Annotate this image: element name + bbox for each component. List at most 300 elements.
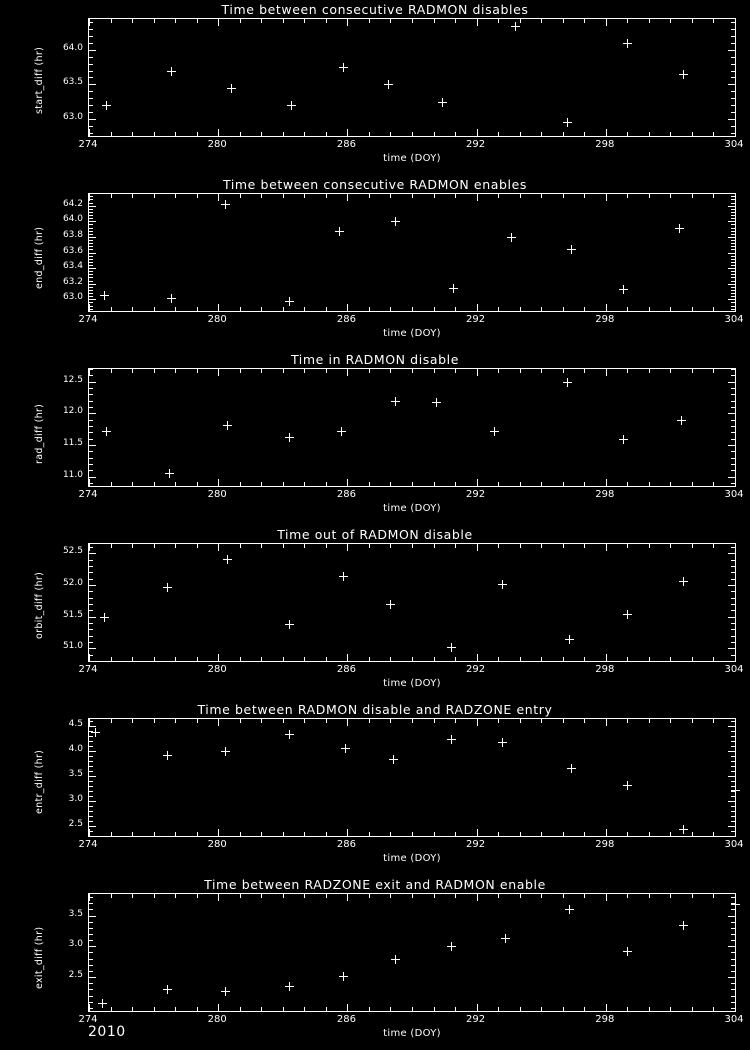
x-tick [132,657,133,661]
y-tick [731,836,735,837]
x-tick [563,132,564,136]
x-tick [670,657,671,661]
y-tick [731,277,735,278]
y-tick [731,781,735,782]
x-tick [261,369,262,373]
x-tick [283,194,284,198]
y-tick [89,394,93,395]
data-point [679,577,688,586]
x-tick [132,482,133,486]
x-tick [240,894,241,898]
y-tick [89,91,93,92]
x-tick-label: 280 [207,839,227,850]
x-tick [304,307,305,311]
data-point [623,947,632,956]
y-tick [731,77,735,78]
data-point [339,63,348,72]
x-tick [649,1007,650,1011]
x-tick-label: 280 [207,139,227,150]
x-tick [649,719,650,723]
y-tick [731,965,735,966]
x-tick [584,194,585,198]
x-tick [477,719,478,726]
x-tick [304,832,305,836]
x-tick [735,894,736,901]
x-tick [541,132,542,136]
y-tick [89,736,93,737]
x-tick [218,894,219,901]
y-tick [89,105,93,106]
y-tick [731,598,735,599]
x-tick [326,307,327,311]
y-tick-label: 63.4 [62,261,83,272]
y-tick [731,959,735,960]
x-tick [111,369,112,373]
y-tick [89,831,93,832]
y-tick [731,71,735,72]
x-tick [111,132,112,136]
y-tick [89,281,93,282]
chart-panel [0,0,750,170]
y-tick [89,262,93,263]
data-point [677,416,686,425]
y-tick [89,661,93,662]
y-tick [731,989,735,990]
x-tick [498,307,499,311]
y-tick [728,84,735,85]
x-tick [692,19,693,23]
x-tick [455,307,456,311]
data-point [335,227,344,236]
y-axis-label: orbit_diff (hr) [34,571,45,639]
x-tick [692,482,693,486]
y-tick [731,281,735,282]
y-tick [731,234,735,235]
x-tick [197,482,198,486]
y-tick [728,751,735,752]
x-tick [369,132,370,136]
y-tick-label: 4.5 [68,719,83,730]
x-tick [261,132,262,136]
x-tick [154,719,155,723]
data-point [285,297,294,306]
x-tick [218,194,219,201]
y-tick [731,458,735,459]
y-tick [89,296,93,297]
data-point [565,905,574,914]
y-tick [89,940,93,941]
data-point [221,987,230,996]
y-tick [89,369,93,370]
x-tick [692,369,693,373]
y-tick [89,426,93,427]
y-tick [89,971,93,972]
y-tick [731,655,735,656]
y-tick [728,119,735,120]
y-tick [89,560,93,561]
y-tick [731,394,735,395]
y-tick [728,801,735,802]
y-tick [89,413,96,414]
x-tick [627,482,628,486]
x-tick-label: 286 [336,314,356,325]
y-tick [89,836,93,837]
x-axis-label: time (DOY) [383,678,441,689]
y-tick [89,642,93,643]
x-tick [713,307,714,311]
x-tick [455,482,456,486]
data-point [339,572,348,581]
y-tick [89,547,93,548]
y-tick [731,105,735,106]
x-tick [563,307,564,311]
data-point [619,435,628,444]
y-tick [731,407,735,408]
y-tick [731,218,735,219]
x-tick [627,194,628,198]
x-tick [347,544,348,551]
y-tick [89,290,93,291]
data-point [679,921,688,930]
x-tick [347,719,348,726]
x-tick [670,482,671,486]
x-tick [455,1007,456,1011]
data-point [221,200,230,209]
data-point [623,610,632,619]
x-tick [692,307,693,311]
y-tick [89,786,93,787]
x-tick [261,307,262,311]
x-tick [541,307,542,311]
y-tick [89,22,93,23]
y-tick [731,439,735,440]
y-tick [89,246,93,247]
x-tick [584,132,585,136]
y-tick [731,547,735,548]
x-tick [627,894,628,898]
data-point [675,224,684,233]
x-tick [455,369,456,373]
y-tick [89,965,93,966]
x-tick-label: 274 [78,664,98,675]
y-tick-label: 12.5 [62,374,83,385]
x-tick [584,544,585,548]
data-point [490,427,499,436]
x-tick [434,19,435,23]
data-point [447,942,456,951]
x-tick [670,544,671,548]
x-tick [455,544,456,548]
y-tick [731,756,735,757]
y-tick [89,126,93,127]
x-tick [390,19,391,23]
data-point [563,378,572,387]
y-tick-label: 51.0 [62,641,83,652]
x-tick [175,482,176,486]
y-tick [731,22,735,23]
x-tick [197,894,198,898]
y-tick [731,983,735,984]
x-tick [455,19,456,23]
x-tick [541,369,542,373]
x-tick [132,894,133,898]
x-tick [154,1007,155,1011]
x-tick [498,1007,499,1011]
y-tick [731,451,735,452]
y-tick [731,636,735,637]
x-tick [434,482,435,486]
data-point [679,70,688,79]
x-tick [175,832,176,836]
x-tick [218,129,219,136]
data-point [167,67,176,76]
x-tick [541,19,542,23]
x-tick [326,544,327,548]
y-tick [89,401,93,402]
x-tick-label: 304 [724,664,744,675]
x-tick [670,1007,671,1011]
y-axis-label: end_diff (hr) [34,226,45,289]
y-tick [731,816,735,817]
x-tick [304,369,305,373]
x-tick [197,19,198,23]
data-point [623,781,632,790]
y-tick [731,296,735,297]
data-point [623,39,632,48]
y-tick [731,470,735,471]
y-tick [89,721,93,722]
y-tick [731,369,735,370]
x-tick [713,657,714,661]
x-tick-label: 280 [207,1014,227,1025]
y-tick [731,731,735,732]
x-tick [369,307,370,311]
y-tick-label: 4.0 [68,744,83,755]
x-tick [218,304,219,311]
x-tick [347,829,348,836]
y-tick [89,826,96,827]
y-tick [89,464,93,465]
y-tick [728,977,735,978]
x-tick [713,194,714,198]
y-tick [731,661,735,662]
y-tick [731,274,735,275]
x-tick [347,654,348,661]
x-tick [390,1007,391,1011]
x-tick [132,19,133,23]
x-tick [326,482,327,486]
y-tick [89,259,93,260]
y-tick [89,604,93,605]
x-tick [563,19,564,23]
x-tick [412,194,413,198]
y-tick-label: 64.0 [62,42,83,53]
y-tick [728,221,735,222]
y-axis-label: rad_diff (hr) [34,403,45,464]
x-tick [261,544,262,548]
x-tick [218,544,219,551]
y-tick-label: 63.6 [62,245,83,256]
y-tick [731,821,735,822]
x-tick [541,657,542,661]
y-tick [728,253,735,254]
x-tick [692,194,693,198]
y-tick [89,71,93,72]
y-tick-label: 3.5 [68,908,83,919]
y-tick [731,240,735,241]
y-tick [731,249,735,250]
x-tick [132,307,133,311]
y-tick [731,29,735,30]
x-tick [649,894,650,898]
y-tick [731,560,735,561]
x-tick [218,829,219,836]
y-tick [89,224,93,225]
y-tick [89,228,93,229]
y-tick [89,119,96,120]
y-tick [89,306,93,307]
x-tick [111,1007,112,1011]
x-tick-label: 292 [466,664,486,675]
x-tick [541,544,542,548]
x-tick [735,369,736,376]
x-tick [175,194,176,198]
data-point [449,284,458,293]
x-tick [197,194,198,198]
y-tick [731,771,735,772]
y-axis-label: exit_diff (hr) [34,926,45,989]
y-tick [728,776,735,777]
x-tick [541,894,542,898]
y-tick [89,470,93,471]
x-tick [283,307,284,311]
y-tick [731,796,735,797]
y-tick [731,831,735,832]
x-tick-label: 286 [336,489,356,500]
x-tick [197,307,198,311]
data-point [167,294,176,303]
x-tick [240,544,241,548]
data-point [498,738,507,747]
y-tick [89,648,96,649]
x-tick [670,132,671,136]
x-tick [735,829,736,836]
footer-year: 2010 [88,1024,126,1040]
data-point [619,285,628,294]
x-tick [713,19,714,23]
data-point [223,421,232,430]
x-tick-label: 274 [78,489,98,500]
y-tick [89,209,93,210]
x-tick [649,482,650,486]
x-tick [649,544,650,548]
x-tick [412,894,413,898]
x-tick [218,479,219,486]
x-tick [735,719,736,726]
y-tick [731,811,735,812]
x-tick [369,719,370,723]
x-tick [218,369,219,376]
x-tick [520,832,521,836]
data-point [163,583,172,592]
x-tick [175,369,176,373]
x-tick [735,304,736,311]
x-tick [434,194,435,198]
x-tick [111,657,112,661]
x-tick [520,544,521,548]
y-tick [89,928,93,929]
x-tick-label: 286 [336,664,356,675]
x-tick [692,132,693,136]
x-tick [498,544,499,548]
x-tick [434,307,435,311]
y-tick [731,231,735,232]
y-tick [89,655,93,656]
data-point [432,398,441,407]
y-tick [731,483,735,484]
x-tick [670,19,671,23]
x-tick [434,657,435,661]
y-tick [89,57,93,58]
x-tick [154,369,155,373]
y-tick [89,375,93,376]
data-point [163,985,172,994]
data-point [501,934,510,943]
data-point [287,101,296,110]
y-tick [89,598,93,599]
x-tick-label: 304 [724,839,744,850]
x-tick-label: 274 [78,839,98,850]
y-tick [89,212,93,213]
data-point [391,955,400,964]
x-tick [390,194,391,198]
x-tick [498,19,499,23]
y-tick [731,57,735,58]
x-tick [498,132,499,136]
chart-panel [0,350,750,520]
x-tick [455,719,456,723]
x-tick [261,194,262,198]
y-tick [89,934,93,935]
x-tick [434,1007,435,1011]
x-tick [649,19,650,23]
y-tick [89,477,96,478]
y-tick-label: 52.5 [62,546,83,557]
data-point [567,245,576,254]
y-tick-label: 3.5 [68,769,83,780]
x-tick [154,19,155,23]
y-tick-label: 11.0 [62,469,83,480]
x-tick [606,894,607,901]
x-tick [520,369,521,373]
x-tick [434,369,435,373]
y-tick [89,977,96,978]
x-tick [541,194,542,198]
data-point [100,613,109,622]
x-tick [283,544,284,548]
y-tick [731,224,735,225]
y-tick [89,84,96,85]
y-tick [731,1002,735,1003]
x-tick [240,719,241,723]
y-tick [89,274,93,275]
y-tick [89,816,93,817]
data-point [165,469,174,478]
x-tick [713,719,714,723]
y-tick [728,284,735,285]
y-tick [89,811,93,812]
y-tick [728,206,735,207]
